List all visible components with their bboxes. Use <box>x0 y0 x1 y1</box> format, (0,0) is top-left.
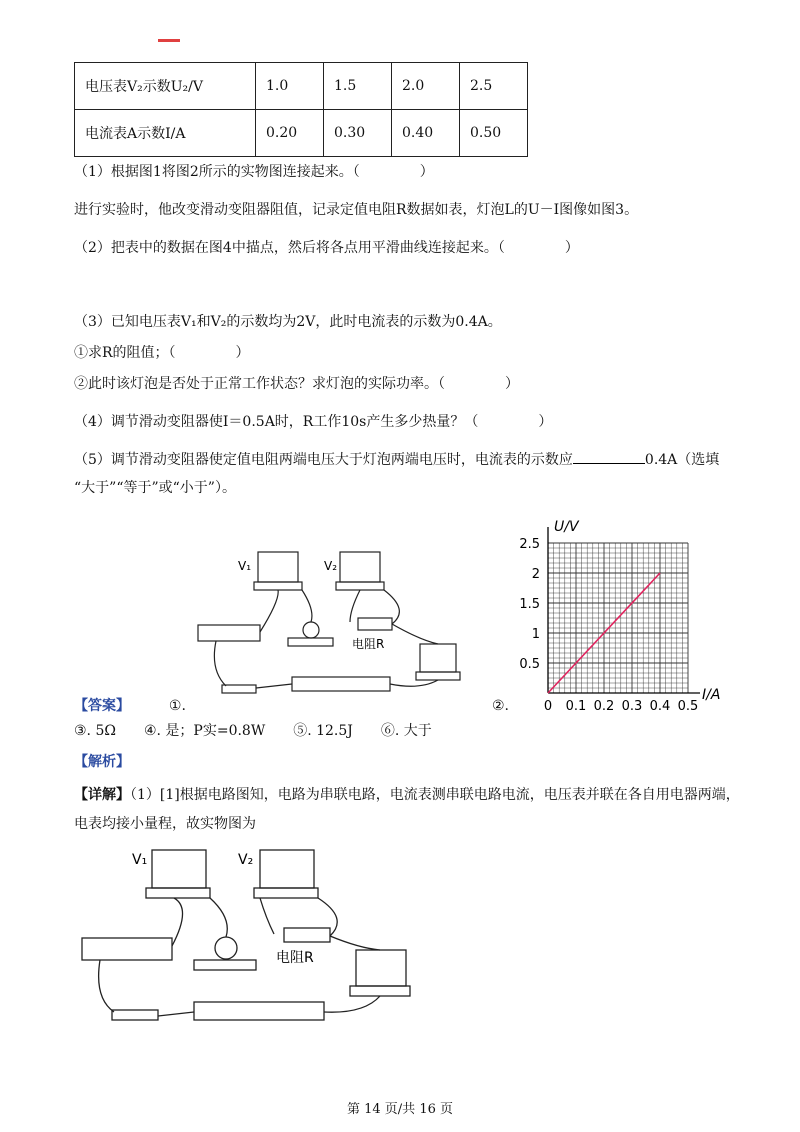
table-cell: 0.30 <box>324 110 392 157</box>
answer-circle-2: ②. <box>492 698 510 714</box>
rheostat <box>198 625 260 641</box>
answer-blank <box>573 449 645 464</box>
table-cell: 0.20 <box>256 110 324 157</box>
voltmeter-v2 <box>340 552 380 582</box>
red-mark <box>158 39 180 42</box>
table-header-current: 电流表A示数I/A <box>75 110 256 157</box>
table-cell: 1.0 <box>256 63 324 110</box>
lamp <box>303 622 319 638</box>
table-cell: 2.5 <box>460 63 528 110</box>
table-cell: 1.5 <box>324 63 392 110</box>
switch <box>112 1010 158 1020</box>
x-tick-label: 0.5 <box>677 699 699 714</box>
y-tick-label: 2.5 <box>519 537 540 552</box>
resistor <box>284 928 330 942</box>
y-tick-label: 2 <box>531 567 540 582</box>
question-2: （2）把表中的数据在图4中描点，然后将各点用平滑曲线连接起来。（ ） <box>74 240 579 256</box>
question-5: （5）调节滑动变阻器使定值电阻两端电压大于灯泡两端电压时，电流表的示数应 0.4A（选填 <box>74 449 719 470</box>
x-axis-label: I/A <box>702 687 721 703</box>
voltmeter-v1 <box>258 552 298 582</box>
question-1: （1）根据图1将图2所示的实物图连接起来。（ ） <box>74 164 434 180</box>
question-3a: ①求R的阻值；（ ） <box>74 345 250 361</box>
table-header-voltage: 电压表V₂示数U₂/V <box>75 63 256 110</box>
table-cell: 0.50 <box>460 110 528 157</box>
v1-label: V₁ <box>132 852 148 868</box>
table-cell: 2.0 <box>392 63 460 110</box>
battery <box>292 677 390 691</box>
detail-line-1: 【详解】（1）[1]根据电路图知，电路为串联电路，电流表测串联电路电流，电压表并联在各自用电器两端， <box>74 787 740 803</box>
v2-label: V₂ <box>238 852 254 868</box>
switch <box>222 685 256 693</box>
v1-label: V₁ <box>238 559 252 573</box>
detail-line-2: 电表均接小量程，故实物图为 <box>74 816 256 832</box>
table-row <box>75 63 528 110</box>
table-cell: 0.40 <box>392 110 460 157</box>
x-tick-label: 0 <box>543 699 553 714</box>
data-table <box>74 62 528 157</box>
resistor <box>358 618 392 630</box>
voltmeter-v2 <box>260 850 314 888</box>
answer-line-2: ③. 5Ω ④. 是；P实=0.8W ⑤. 12.5J ⑥. 大于 <box>74 723 432 739</box>
voltmeter-v1 <box>152 850 206 888</box>
resistor-label: 电阻R <box>352 637 385 651</box>
analysis-label: 【解析】 <box>74 754 130 770</box>
y-axis-label: U/V <box>554 519 579 535</box>
y-tick-label: 0.5 <box>519 657 540 672</box>
x-tick-label: 0.4 <box>649 699 671 714</box>
question-3: （3）已知电压表V₁和V₂的示数均为2V，此时电流表的示数为0.4A。 <box>74 314 502 330</box>
answer-line-1 <box>74 696 186 716</box>
page-footer: 第 14 页/共 16 页 <box>347 1102 453 1117</box>
v2-label: V₂ <box>324 559 338 573</box>
rheostat <box>82 938 172 960</box>
y-tick-label: 1 <box>531 627 540 642</box>
answer-label: 【答案】 <box>74 698 130 714</box>
x-tick-label: 0.3 <box>621 699 643 714</box>
question-4: （4）调节滑动变阻器使I＝0.5A时，R工作10s产生多少热量？（ ） <box>74 414 553 430</box>
circuit-diagram-2 <box>74 838 434 1038</box>
ammeter <box>356 950 406 986</box>
x-tick-label: 0.1 <box>565 699 587 714</box>
table-row <box>75 110 528 157</box>
intro-text: 进行实验时，他改变滑动变阻器阻值，记录定值电阻R数据如表，灯泡L的U－I图像如图3。 <box>74 202 639 218</box>
circuit-diagram-1 <box>180 540 470 700</box>
x-tick-label: 0.2 <box>593 699 615 714</box>
ammeter <box>420 644 456 672</box>
resistor-label: 电阻R <box>276 950 314 966</box>
ui-chart <box>500 505 740 715</box>
y-tick-label: 1.5 <box>519 597 540 612</box>
lamp <box>215 937 237 959</box>
question-3b: ②此时该灯泡是否处于正常工作状态？求灯泡的实际功率。（ ） <box>74 376 519 392</box>
question-5-options: “大于”“等于”或“小于”）。 <box>74 480 236 496</box>
battery <box>194 1002 324 1020</box>
answer-circle-1: ①. <box>168 698 186 714</box>
